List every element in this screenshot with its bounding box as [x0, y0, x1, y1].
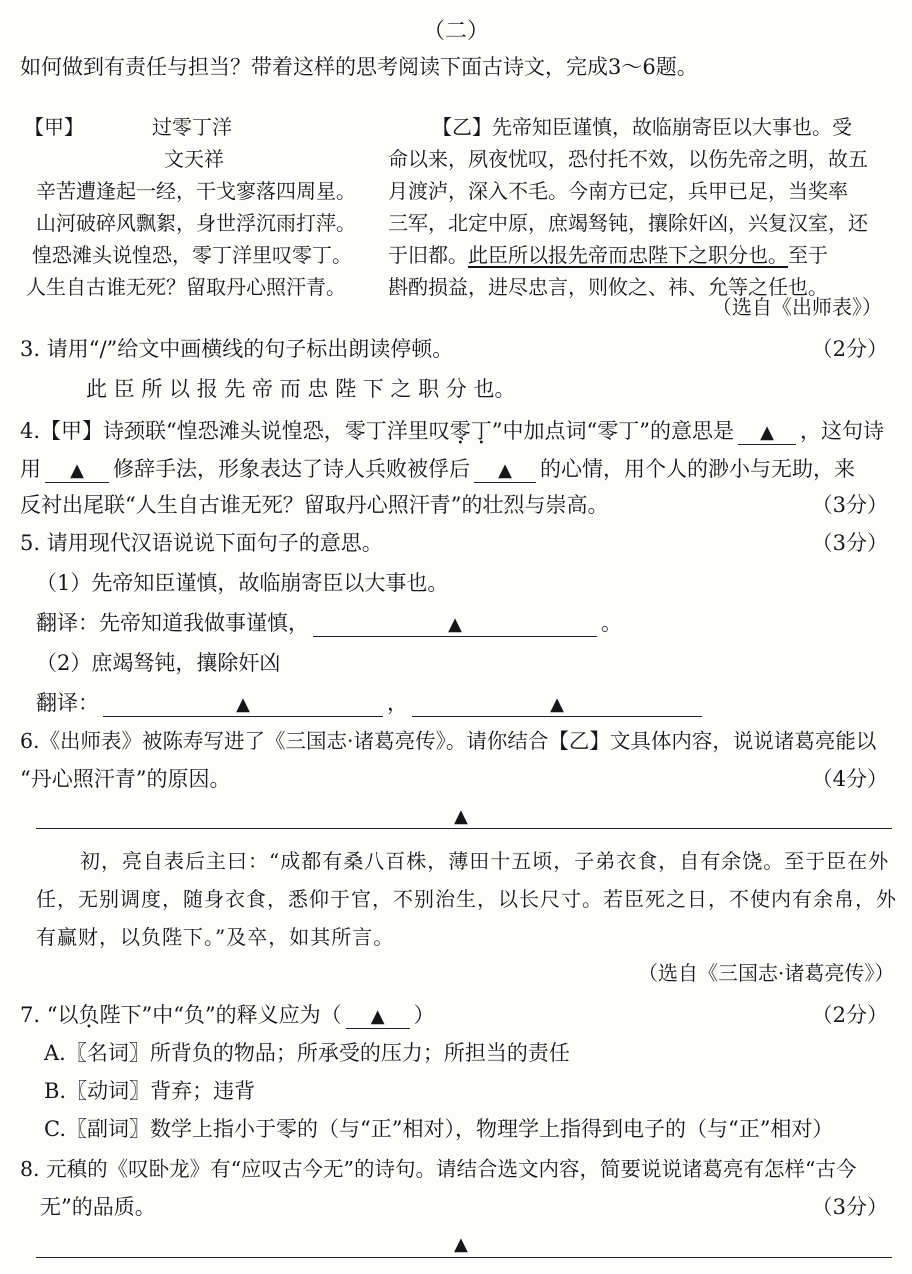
- q5-sentence-1: （1）先帝知臣谨慎，故临崩寄臣以大事也。: [36, 571, 449, 595]
- punctuation: ，: [387, 691, 408, 715]
- blank-marker-icon: ▲: [448, 614, 462, 635]
- poem-author: 文天祥: [164, 147, 224, 171]
- blank-marker-icon: ▲: [550, 694, 564, 715]
- passage-line: 有赢财，以负陛下。”及卒，如其所言。: [36, 925, 395, 949]
- prose-line: 三军，北定中原，庶竭驽钝，攘除奸凶，兴复汉室，还: [388, 211, 868, 235]
- blank-marker-icon: ▲: [760, 422, 774, 443]
- q4-score: （3分）: [811, 493, 888, 517]
- q4-text: 的心情，用个人的渺小与无助，来: [540, 457, 855, 481]
- q5-text: 5. 请用现代汉语说说下面句子的意思。: [20, 531, 383, 555]
- dotted-char: 负: [78, 1003, 100, 1027]
- poem-line: 惶恐滩头说惶恐，零丁洋里叹零丁。: [32, 243, 352, 267]
- passage-source: （选自《三国志·诸葛亮传》）: [638, 961, 895, 985]
- prose-line: 【乙】先帝知臣谨慎，故临崩寄臣以大事也。受: [432, 115, 852, 139]
- poem-line: 辛苦遭逢起一经，干戈寥落四周星。: [36, 179, 356, 203]
- dotted-char: 丁: [470, 419, 492, 443]
- answer-blank[interactable]: [474, 458, 536, 483]
- q4-text: ”中加点词“零丁”的意思是: [491, 419, 734, 443]
- underlined-sentence: 此臣所以报先帝而忠陛下之职分也。: [468, 243, 788, 267]
- blank-marker-icon: ▲: [236, 694, 250, 715]
- q4-line-3: 反衬出尾联“人生自古谁无死？留取丹心照汗青”的壮烈与崇高。: [20, 493, 609, 517]
- q6-line-2: “丹心照汗青”的原因。: [20, 767, 231, 791]
- poem-line: 人生自古谁无死？留取丹心照汗青。: [26, 275, 346, 299]
- q4-text: ，这句诗: [800, 419, 884, 443]
- q7-suffix: ）: [413, 1003, 435, 1027]
- prose-line: 命以来，夙夜忧叹，恐付托不效，以伤先帝之明，故五: [388, 147, 868, 171]
- translation-label: 翻译：: [36, 691, 99, 715]
- answer-line[interactable]: [36, 828, 892, 829]
- q5-translation-2: [36, 688, 706, 718]
- blank-marker-icon: ▲: [70, 460, 84, 481]
- intro-text: 如何做到有责任与担当？带着这样的思考阅读下面古诗文，完成3～6题。: [20, 55, 698, 79]
- answer-blank[interactable]: [738, 420, 796, 445]
- q5-translation-1: [36, 608, 622, 638]
- prose-line: 斟酌损益，进尽忠言，则攸之、祎、允等之任也。: [388, 275, 828, 299]
- answer-blank[interactable]: [313, 612, 597, 637]
- prose-text: 至于: [788, 243, 828, 267]
- poem-title: 过零丁洋: [152, 115, 232, 139]
- blank-marker-icon: ▲: [370, 1006, 385, 1027]
- q7-option-c[interactable]: C.〖副词〗数学上指小于零的（与“正”相对），物理学上指得到电子的（与“正”相对）: [44, 1117, 834, 1141]
- q3-text: 3. 请用“/”给文中画横线的句子标出朗读停顿。: [20, 337, 454, 361]
- blank-marker-icon: ▲: [454, 1234, 468, 1255]
- prose-line-5: [388, 240, 828, 270]
- q6-score: （4分）: [811, 767, 888, 791]
- q5-score: （3分）: [811, 531, 888, 555]
- poem-line: 山河破碎风飘絮，身世浮沉雨打萍。: [36, 211, 356, 235]
- answer-blank[interactable]: [412, 692, 702, 717]
- section-title: （二）: [422, 19, 489, 44]
- q8-line-2: 无”的品质。: [40, 1195, 156, 1219]
- prose-text: 于旧都。: [388, 243, 468, 267]
- q7-score: （2分）: [811, 1003, 888, 1027]
- answer-blank[interactable]: [45, 458, 109, 483]
- q5-sentence-2: （2）庶竭驽钝，攘除奸凶: [36, 651, 281, 675]
- q4-line-2: [20, 454, 855, 484]
- q4-text: 修辞手法，形象表达了诗人兵败被俘后: [113, 457, 470, 481]
- q7-option-a[interactable]: A.〖名词〗所背负的物品；所承受的压力；所担当的责任: [44, 1041, 570, 1065]
- q3-score: （2分）: [811, 337, 888, 361]
- punctuation: 。: [601, 611, 622, 635]
- prose-source: （选自《出师表》）: [712, 295, 882, 319]
- poem-label: 【甲】: [24, 115, 84, 139]
- q8-score: （3分）: [811, 1195, 888, 1219]
- q3-sentence: 此 臣 所 以 报 先 帝 而 忠 陛 下 之 职 分 也。: [86, 377, 516, 401]
- blank-marker-icon: ▲: [454, 806, 468, 827]
- q4-text: 用: [20, 457, 41, 481]
- q7-prefix: 7. “以: [20, 1003, 79, 1027]
- translation-label: 翻译：先帝知道我做事谨慎，: [36, 611, 309, 635]
- q8-line-1: 8. 元稹的《叹卧龙》有“应叹古今无”的诗句。请结合选文内容，简要说说诸葛亮有怎样“古今: [20, 1157, 857, 1181]
- q4-line-1: [20, 416, 884, 446]
- answer-blank[interactable]: [346, 1004, 410, 1029]
- passage-line: 初，亮自表后主曰：“成都有桑八百株，薄田十五顷，子弟衣食，自有余饶。至于臣在外: [80, 849, 890, 873]
- q6-line-1: 6.《出师表》被陈寿写进了《三国志·诸葛亮传》。请你结合【乙】文具体内容，说说诸葛亮能以: [20, 729, 877, 753]
- q7-option-b[interactable]: B.〖动词〗背弃；违背: [44, 1079, 256, 1103]
- passage-line: 任，无别调度，随身衣食，悉仰于官，不别治生，以长尺寸。若臣死之日，不使内有余帛，外: [36, 887, 897, 911]
- q4-text: 4.【甲】诗颈联“惶恐滩头说惶恐，零丁洋里叹: [20, 419, 450, 443]
- answer-line[interactable]: [36, 1257, 892, 1258]
- q7-middle: 陛下”中“负”的释义应为（: [99, 1003, 342, 1027]
- answer-blank[interactable]: [103, 692, 383, 717]
- prose-line: 月渡泸，深入不毛。今南方已定，兵甲已足，当奖率: [388, 179, 848, 203]
- dotted-char: 零: [449, 419, 471, 443]
- blank-marker-icon: ▲: [498, 460, 512, 481]
- q7-text: [20, 1000, 435, 1030]
